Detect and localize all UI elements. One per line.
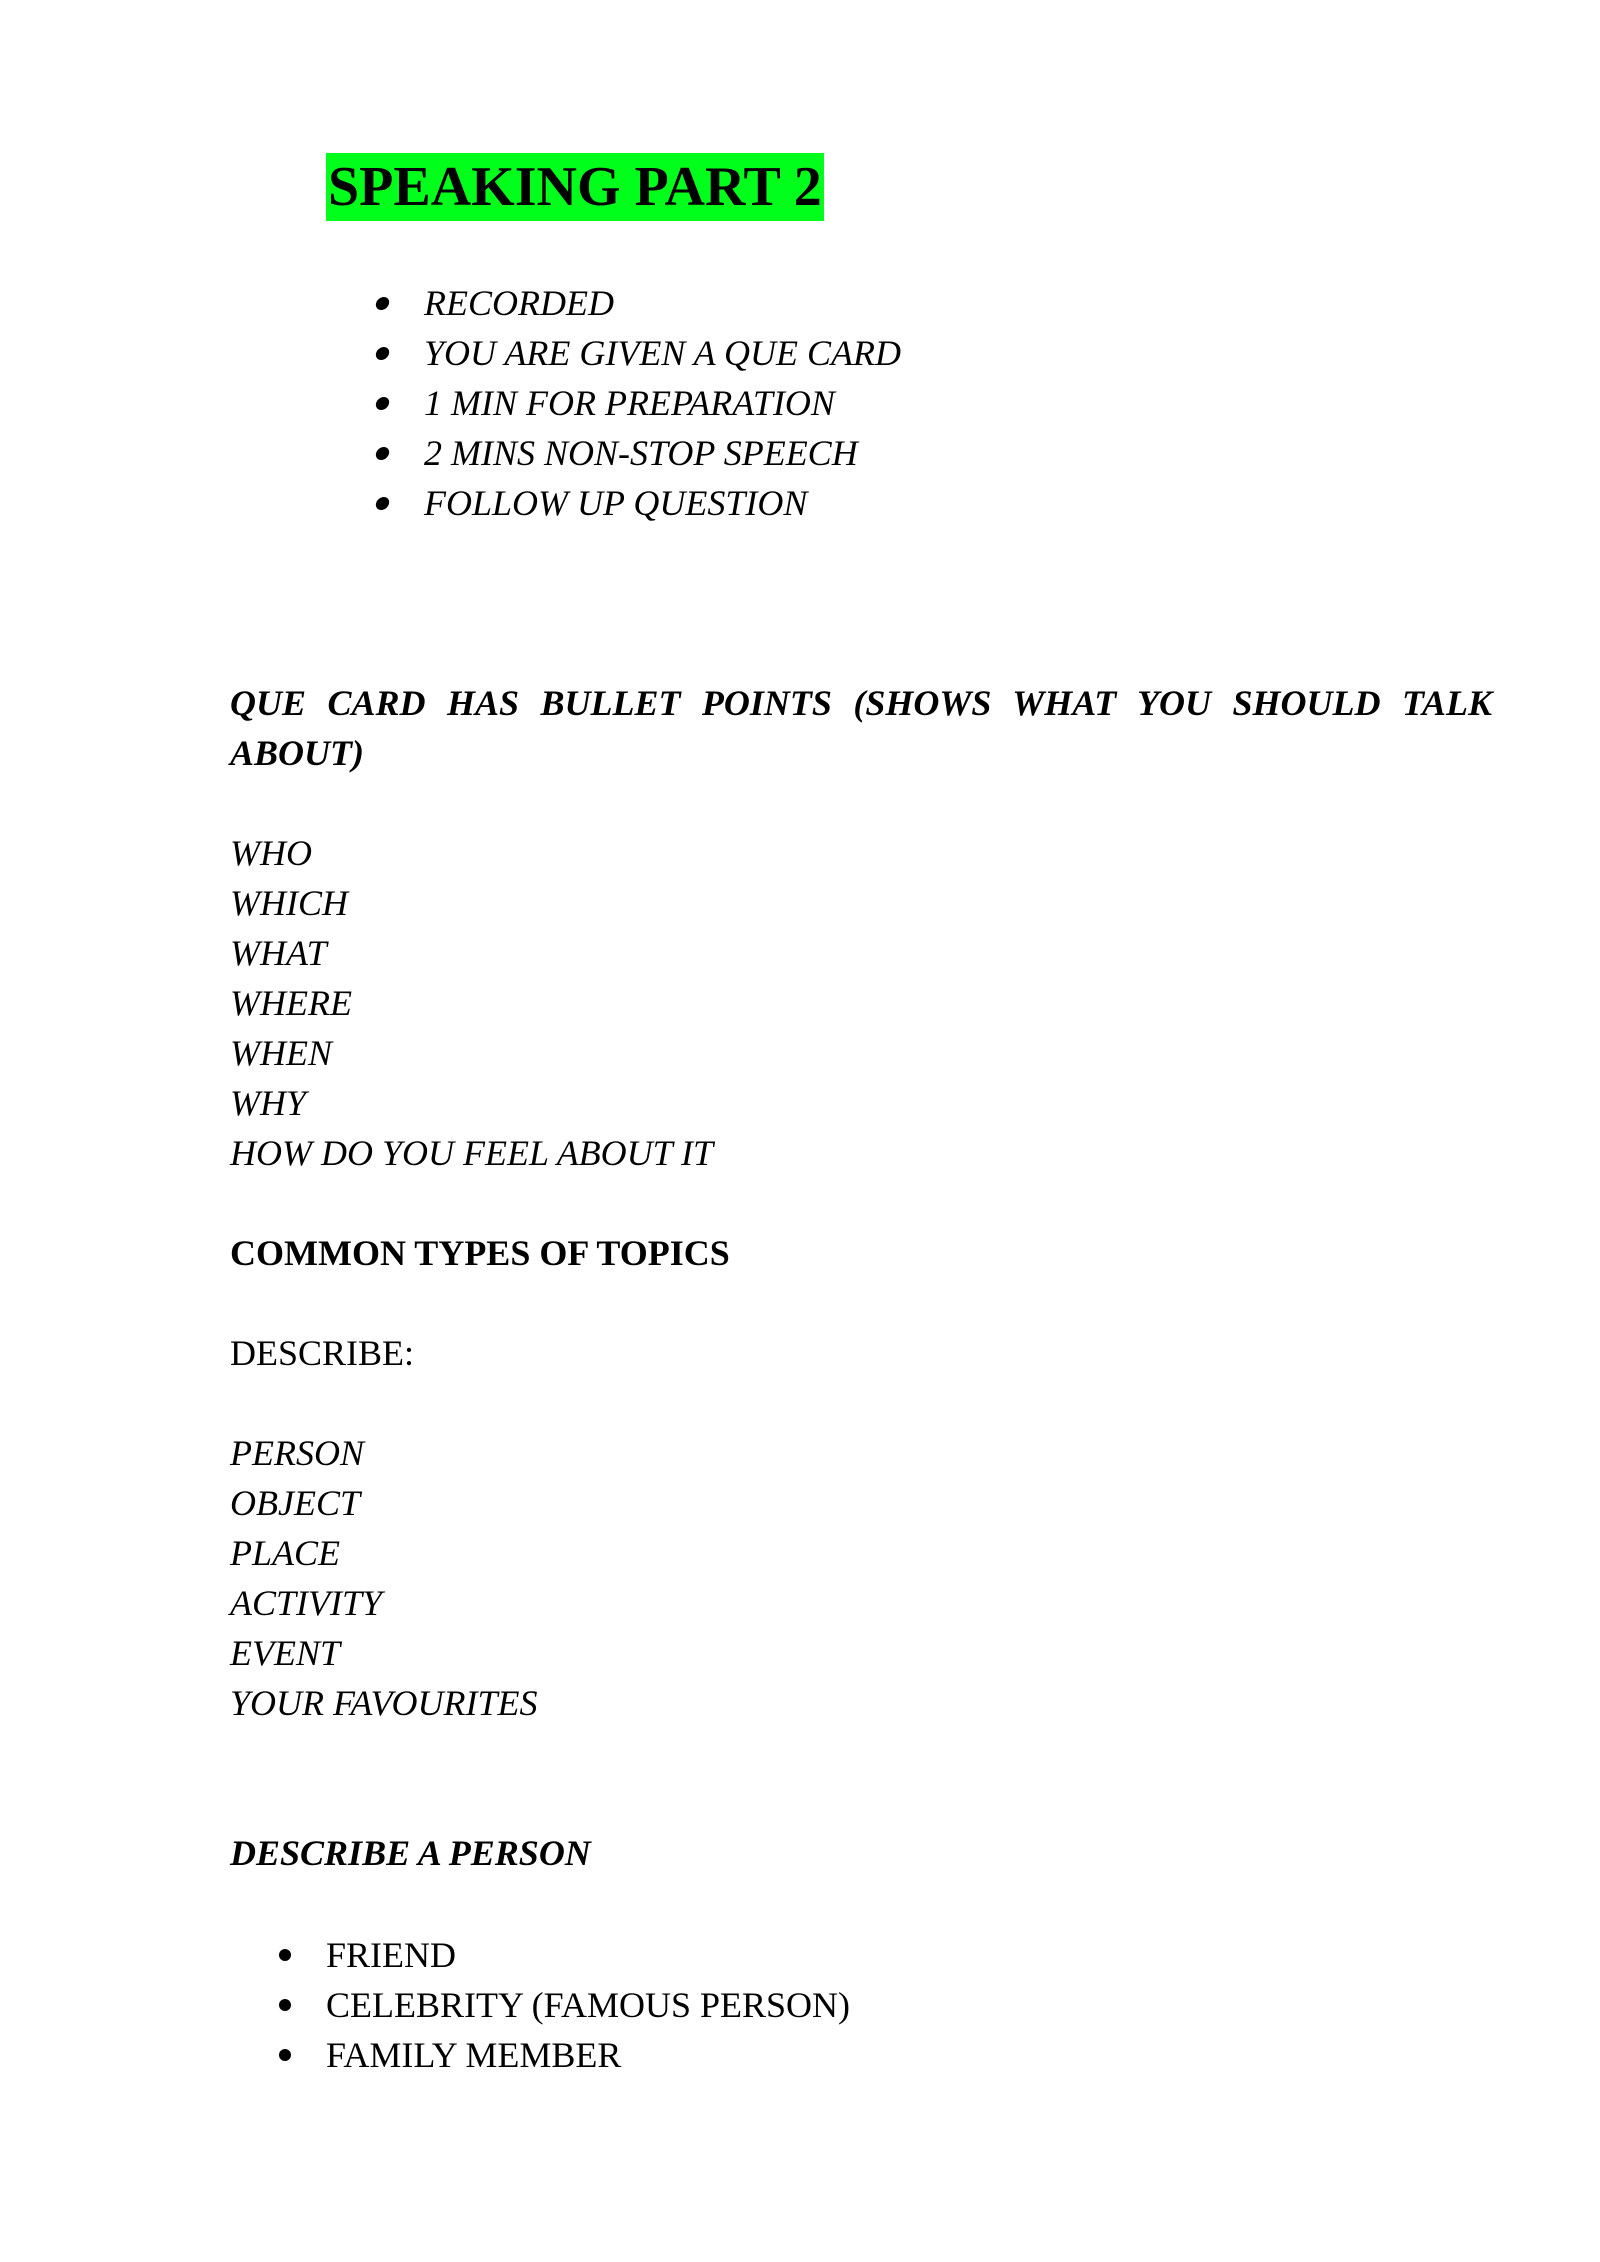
bullet-icon: [279, 1999, 291, 2011]
topic-type: PERSON: [230, 1433, 364, 1473]
question-words-list: [230, 828, 1492, 1178]
intro-item-text: RECORDED: [424, 283, 614, 323]
topic-type: EVENT: [230, 1633, 341, 1673]
person-examples-list: [276, 1930, 850, 2080]
topic-type: ACTIVITY: [230, 1583, 383, 1623]
bullet-icon: [279, 1949, 291, 1961]
person-list-item: [276, 2030, 850, 2080]
question-word: HOW DO YOU FEEL ABOUT IT: [230, 1133, 714, 1173]
bullet-icon: [375, 397, 391, 410]
person-list-item: [276, 1930, 850, 1980]
describe-person-heading: DESCRIBE A PERSON: [230, 1833, 591, 1873]
person-item-text: FRIEND: [326, 1935, 457, 1975]
bullet-icon: [375, 447, 391, 460]
intro-list-item: [376, 428, 901, 478]
intro-item-text: FOLLOW UP QUESTION: [424, 483, 808, 523]
topic-type: OBJECT: [230, 1483, 360, 1523]
title-wrapper: [326, 153, 824, 221]
intro-list-item: [376, 378, 901, 428]
person-item-text: FAMILY MEMBER: [326, 2035, 622, 2075]
bullet-icon: [375, 497, 391, 510]
topic-type: PLACE: [230, 1533, 341, 1573]
que-card-heading: QUE CARD HAS BULLET POINTS (SHOWS WHAT YOU SHOULD TALK ABOUT): [230, 683, 1492, 773]
intro-list-item: [376, 278, 901, 328]
intro-item-text: 2 MINS NON-STOP SPEECH: [424, 433, 858, 473]
question-word: WHY: [230, 1083, 307, 1123]
page-title: SPEAKING PART 2: [326, 153, 824, 221]
describe-label: DESCRIBE:: [230, 1333, 415, 1373]
person-list-item: [276, 1980, 850, 2030]
topic-type: YOUR FAVOURITES: [230, 1683, 538, 1723]
question-word: WHAT: [230, 933, 327, 973]
intro-bullet-list: [376, 278, 901, 528]
bullet-icon: [279, 2049, 291, 2061]
intro-list-item: [376, 478, 901, 528]
question-word: WHERE: [230, 983, 352, 1023]
question-word: WHEN: [230, 1033, 332, 1073]
person-item-text: CELEBRITY (FAMOUS PERSON): [326, 1985, 851, 2025]
intro-list-item: [376, 328, 901, 378]
question-word: WHO: [230, 833, 312, 873]
intro-item-text: YOU ARE GIVEN A QUE CARD: [424, 333, 901, 373]
bullet-icon: [375, 297, 391, 310]
intro-item-text: 1 MIN FOR PREPARATION: [424, 383, 835, 423]
question-word: WHICH: [230, 883, 348, 923]
topic-types-list: [230, 1428, 1492, 1728]
bullet-icon: [375, 347, 391, 360]
common-types-heading: COMMON TYPES OF TOPICS: [230, 1233, 730, 1273]
